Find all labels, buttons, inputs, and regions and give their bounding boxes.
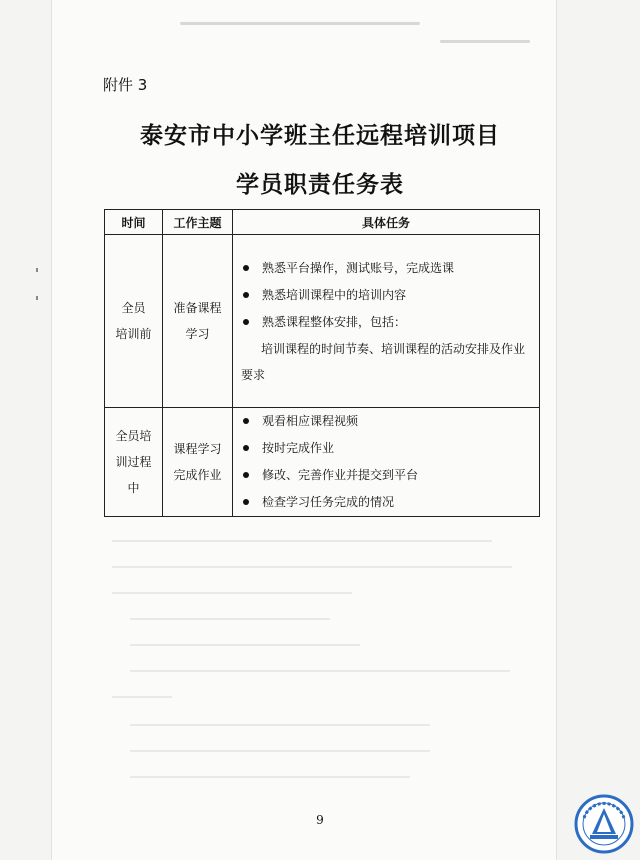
table-header-row (105, 210, 540, 235)
theme-text: 课程学习 (173, 442, 222, 456)
top-bleed-mark (440, 40, 530, 43)
time-cell (105, 408, 163, 517)
theme-text: 准备课程 (173, 301, 222, 315)
theme-cell (163, 235, 233, 408)
show-through-line (130, 618, 330, 620)
tasks-cell (233, 408, 540, 517)
margin-mark (36, 268, 38, 272)
task-item: 检查学习任务完成的情况 (241, 489, 533, 516)
bullet-icon (243, 418, 249, 424)
duty-task-table (104, 209, 540, 517)
show-through-line (130, 670, 510, 672)
document-subtitle: 学员职责任务表 (236, 171, 404, 198)
bullet-icon (243, 319, 249, 325)
task-item: 按时完成作业 (241, 435, 533, 462)
show-through-line (130, 750, 430, 752)
show-through-line (112, 696, 172, 698)
table-row (105, 235, 540, 408)
bullet-icon (243, 292, 249, 298)
show-through-line (130, 644, 360, 646)
show-through-line (112, 566, 512, 568)
task-continuation: 培训课程的时间节奏、培训课程的活动安排及作业 (261, 341, 526, 356)
page-number: 9 (316, 813, 324, 827)
bullet-icon (243, 472, 249, 478)
theme-text: 完成作业 (173, 468, 222, 482)
header-time: 时间 (105, 210, 163, 235)
time-text: 训过程 (115, 455, 152, 469)
bullet-icon (243, 265, 249, 271)
tasks-cell (233, 235, 540, 408)
task-item: 熟悉平台操作，测试账号，完成选课 (241, 255, 533, 282)
header-theme: 工作主题 (163, 210, 233, 235)
task-item: 熟悉培训课程中的培训内容 (241, 282, 533, 309)
theme-text: 学习 (185, 327, 210, 341)
time-text: 全员 (121, 301, 146, 315)
show-through-line (130, 724, 430, 726)
show-through-line (130, 776, 410, 778)
task-item: 熟悉课程整体安排，包括： (241, 309, 533, 336)
theme-cell (163, 408, 233, 517)
time-text: 全员培 (115, 429, 152, 443)
margin-mark (36, 296, 38, 300)
task-continuation: 要求 (241, 367, 266, 382)
task-item: 修改、完善作业并提交到平台 (241, 462, 533, 489)
show-through-line (112, 540, 492, 542)
show-through-line (112, 592, 352, 594)
table-row (105, 408, 540, 517)
time-text: 中 (127, 481, 140, 495)
task-item: 观看相应课程视频 (241, 408, 533, 435)
time-text: 培训前 (115, 327, 152, 341)
bullet-icon (243, 499, 249, 505)
time-cell (105, 235, 163, 408)
bullet-icon (243, 445, 249, 451)
header-tasks: 具体任务 (233, 210, 540, 235)
attachment-label: 附件 3 (103, 76, 148, 94)
school-seal-logo (574, 794, 634, 854)
top-bleed-mark (180, 22, 420, 25)
document-title: 泰安市中小学班主任远程培训项目 (140, 122, 500, 149)
